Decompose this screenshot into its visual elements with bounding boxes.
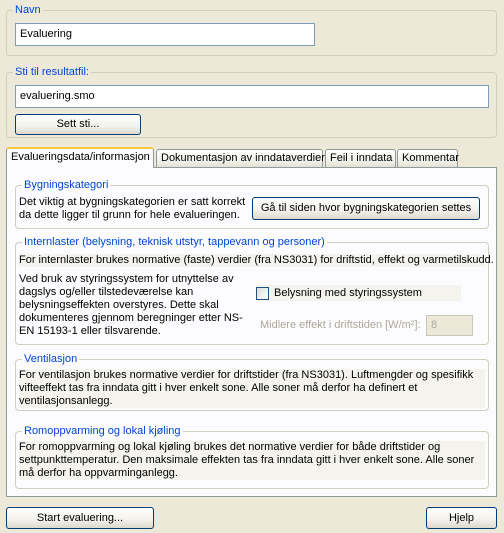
belysning-checkbox-row[interactable] bbox=[256, 285, 461, 301]
internlaster-text-2: Ved bruk av styringssystem for utnyttelse av dagslys og/eller tilstedeværelse kan belysningseffekten overstyres. Dette skal dokumenteres gjennom beregninger etter NS-EN 15193-1 eller tilsvarende. bbox=[19, 273, 243, 337]
result-path-group bbox=[6, 66, 497, 138]
tab-evalueringsdata[interactable]: Evalueringsdata/informasjon bbox=[6, 147, 154, 168]
belysning-checkbox-label: Belysning med styringssystem bbox=[274, 287, 422, 299]
internlaster-section bbox=[15, 236, 494, 345]
navn-group bbox=[6, 4, 497, 56]
result-path-input[interactable]: evaluering.smo bbox=[15, 85, 489, 108]
midlere-effekt-label: Midlere effekt i driftstiden [W/m²]: bbox=[260, 319, 421, 331]
bygningskategori-text-2: da dette ligger til grunn for hele evalueringen. bbox=[19, 209, 240, 221]
help-button[interactable]: Hjelp bbox=[426, 507, 497, 529]
ventilasjon-text: For ventilasjon brukes normative verdier for driftstider (fra NS3031). Luftmengder og spesifikk vifteeffekt tas fra inndata gitt i hver enkelt sone. Alle soner må derfor ha definert et ventilasjonsanlegg. bbox=[19, 369, 485, 408]
start-evaluation-button[interactable]: Start evaluering... bbox=[6, 507, 154, 529]
internlaster-text-1: For internlaster brukes normative (faste) verdier (fra NS3031) for driftstid, effekt og varmetilskudd. bbox=[19, 254, 494, 266]
tab-feil-i-inndata[interactable]: Feil i inndata bbox=[325, 149, 396, 167]
ventilasjon-section bbox=[15, 353, 489, 411]
tab-panel-evalueringsdata bbox=[6, 167, 497, 497]
navn-input[interactable]: Evaluering bbox=[15, 23, 315, 46]
tab-dokumentasjon[interactable]: Dokumentasjon av inndataverdier bbox=[156, 149, 323, 167]
romoppvarming-section bbox=[15, 425, 489, 489]
bygningskategori-section bbox=[15, 179, 489, 229]
tab-kommentar[interactable]: Kommentar bbox=[397, 149, 458, 167]
navn-label: Navn bbox=[15, 4, 41, 16]
romoppvarming-text: For romoppvarming og lokal kjøling brukes det normative verdier for både driftstider og settpunkttemperatur. Den maksimale effekten tas fra inndata gitt i hver enkelt sone. Alle soner må derfor ha oppvarminganlegg. bbox=[19, 441, 485, 480]
romoppvarming-title: Romoppvarming og lokal kjøling bbox=[24, 425, 181, 437]
set-path-button[interactable]: Sett sti... bbox=[15, 114, 141, 135]
belysning-checkbox[interactable] bbox=[256, 287, 269, 300]
internlaster-title: Internlaster (belysning, teknisk utstyr, tappevann og personer) bbox=[24, 236, 325, 248]
midlere-effekt-input[interactable]: 8 bbox=[426, 315, 473, 336]
result-path-label: Sti til resultatfil: bbox=[15, 66, 89, 78]
bygningskategori-text-1: Det viktig at bygningskategorien er satt korrekt bbox=[19, 196, 246, 208]
bygningskategori-title: Bygningskategori bbox=[24, 179, 109, 191]
goto-building-category-button[interactable]: Gå til siden hvor bygningskategorien settes bbox=[252, 197, 480, 220]
ventilasjon-title: Ventilasjon bbox=[24, 353, 78, 365]
